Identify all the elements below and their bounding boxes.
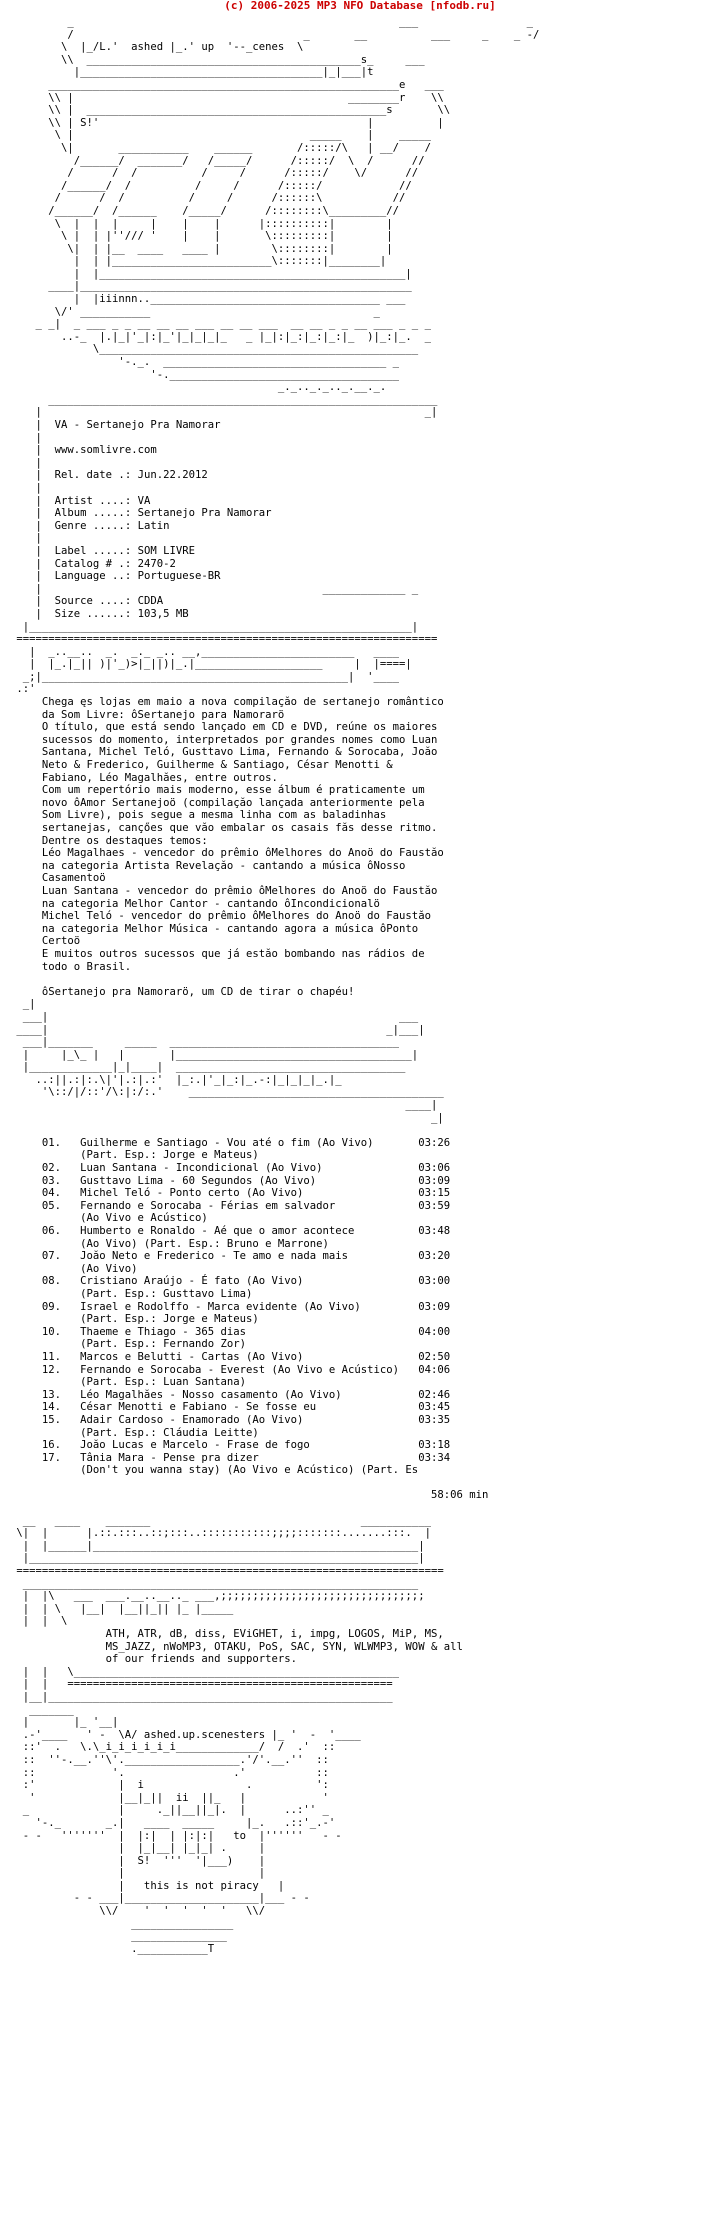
language-label: Language ..:: [54, 570, 132, 583]
release-box-line: |: [10, 481, 42, 494]
release-box-line: |: [10, 469, 55, 482]
album-label: Album .....:: [54, 507, 132, 520]
label-value: SOM LIVRE: [137, 544, 195, 557]
release-box-line: |: [10, 444, 55, 457]
catalog-label: Catalog # .:: [54, 557, 132, 570]
source-value: CDDA: [137, 595, 164, 608]
artist-value: VA: [137, 494, 151, 507]
total-time-spacer: [10, 1489, 431, 1501]
ascii-art-footer: | | \___________________________________________________ | | =================================================== |__|______________________________________________________ _______ | |_ '__| .-'____ ' - \A/ ashed.up.scenesters |_ ' - '____ ::' . \.\_i_i_i_i_i_i_____________/ / .' :: :: ''-.__.''\'.__________________.'/'.__.'' :: :: '. .' :: :' | i . ': ' |__|_|| ii ||_ | ' _ | ._||__||_|. | ..:'' _ '-._ _.| ____ _____ |_. .::'_.-' - - ''''''' | |:| | |:|:| to |'''''' - - | |_|__| |_|_| . | | S! ''' '|___) | | | | this is not piracy | - - ___|_____________________|___ - - \\/ ' ' ' ' ' \\/ ________________ _______________ .___________T: [22, 1665, 400, 1955]
release-box-line: |: [10, 570, 55, 583]
release-box-line: |: [10, 419, 55, 431]
release-box-line: |: [10, 544, 55, 557]
release-box-line: |: [10, 519, 55, 532]
ascii-art-header: _ ___ _ / _ __ ___ _ _ -/ \ |_/L.' ashed |_.' up '--_cenes \ \\ ___________________________________________s_ ___ |______________________________________|_|___|t _______________________________________________________e ___ \\ | ________r \\ \\ | _______________________________________________s \\ \\ | S!' | | \ | _____ | _____ \| ___________ ______ /:::::/\ | __/ / /______/ _______/ /_____/ /:::::/ \ / // / / / / / /:::::/ \/ // /______/ / / / /:::::/ // / / / / / /::::::\ // /______/ /______ /_____/ /::::::::\_________// \ | | | | | | |::::::::::| | \ | | |''/// ' | | \:::::::::| | \| | |__ ____ ____ | \::::::::| | | | |_________________________\:::::::|________| | |________________________________________________| ____|____________________________________________________ | |iiinnn..____________________________________ ___ \/' ___________ _ _ _| _ ___ _ _ __ __ __ ___ __ __ ___ __ __ _ _ __ ___ _ _ _ ..-_ |.|_|'_|:|_'|_|_|_|_ _ |_|:|_:|_:|_:|_ )|_:|_. _ \__________________________________________________ '-._. ___________________________________ _ '-.____________________________________ _._.._._.._.__._. _____________________________________________________________: [35, 16, 540, 406]
greetings-indent: [10, 1628, 106, 1640]
tracklist: 01. Guilherme e Santiago - Vou até o fim (Ao Vivo) 03:26 (Part. Esp.: Jorge e Mateus) 02. Luan Santana - Incondicional (Ao Vivo) 03:06 03. Gusttavo Lima - 60 Segundos (Ao Vivo) 03:09 04. Michel Teló - Ponto certo (Ao Vivo) 03:15 05. Fernando e Sorocaba - Férias em salvador 03:59 (Ao Vivo e Acústico) 06. Humberto e Ronaldo - Aé que o amor acontece 03:48 (Ao Vivo) (Part. Esp.: Bruno e Marrone) 07. Joăo Neto e Frederico - Te amo e nada mais 03:20 (Ao Vivo) 08. Cristiano Araújo - É fato (Ao Vivo) 03:00 (Part. Esp.: Gusttavo Lima) 09. Israel e Rodolffo - Marca evidente (Ao Vivo) 03:09 (Part. Esp.: Jorge e Mateus) 10. Thaeme e Thiago - 365 dias 04:00 (Part. Esp.: Fernando Zor) 11. Marcos e Belutti - Cartas (Ao Vivo) 02:50 12. Fernando e Sorocaba - Everest (Ao Vivo e Acústico) 04:06 (Part. Esp.: Luan Santana) 13. Léo Magalhăes - Nosso casamento (Ao Vivo) 02:46 14. César Menotti e Fabiano - Se fosse eu 03:45 15. Adair Cardoso - Enamorado (Ao Vivo) 03:35 (Part. Esp.: Cláudia Leitte) 16. Joăo Lucas e Marcelo - Frase de fogo 03:18 17. Tânia Mara - Pense pra dizer 03:34 (Don't you wanna stay) (Ao Vivo e Acústico) (Part. Es: [41, 1136, 451, 1477]
artist-label: Artist ....:: [54, 494, 132, 507]
release-box-line: |: [10, 557, 55, 570]
genre-label: Genre .....:: [54, 519, 132, 532]
greetings-list: ATH, ATR, dB, diss, EViGHET, i, impg, LOGOS, MiP, MS, MS_JAZZ, nWoMP3, OTAKU, PoS, SAC, SYN, WLWMP3, WOW & all of our friends and supporters.: [105, 1628, 463, 1666]
size-value: 103,5 MB: [137, 607, 189, 620]
release-box-line: |: [10, 595, 55, 608]
release-box-line: |: [10, 532, 42, 545]
release-box-line: |: [10, 507, 55, 520]
release-box-line: | _____________ _: [10, 582, 419, 595]
language-value: Portuguese-BR: [137, 570, 221, 583]
genre-value: Latin: [137, 519, 170, 532]
release-url[interactable]: www.somlivre.com: [54, 444, 157, 457]
release-box-line: |: [10, 431, 42, 444]
release-box-line: |: [10, 494, 55, 507]
total-time: 58:06 min: [430, 1489, 489, 1502]
source-label: Source ....:: [54, 595, 132, 608]
release-description: Chega ęs lojas em maio a nova compilaçăo de sertanejo romântico da Som Livre: ôSertanejo para Namorarö O título, que está sendo lançado em CD e DVD, reúne os maiores sucessos do momento, interpretados por grandes nomes como Luan Santana, Michel Teló, Gusttavo Lima, Fernando & Sorocaba, Joăo Neto & Frederico, Guilherme & Santiago, César Menotti & Fabiano, Léo Magalhăes, entre outros. Com um repertório mais moderno, esse álbum é praticamente um novo ôAmor Sertanejoö (compilaçăo lançada anteriormente pela Som Livre), pois segue a mesma linha com as baladinhas sertanejas, cançőes que văo embalar os casais făs desse ritmo. Dentre os destaques temos: Léo Magalhaes - vencedor do prêmio ôMelhores do Anoö do Faustăo na categoria Artista Revelaçăo - cantando a música ôNosso Casamentoö Luan Santana - vencedor do prêmio ôMelhores do Anoö do Faustăo na categoria Melhor Cantor - cantando ôIncondicionalö Michel Teló - vencedor do prêmio ôMelhores do Anoö do Faustăo na categoria Melhor Música - cantando agora a música ôPonto Certoö E muitos outros sucessos que já estăo bombando nas rádios de todo o Brasil. ôSertanejo pra Namorarö, um CD de tirar o chapéu!: [41, 696, 444, 998]
label-label: Label .....:: [54, 544, 132, 557]
catalog-value: 2470-2: [137, 557, 176, 570]
size-label: Size ......:: [54, 607, 132, 620]
release-box-line: |: [10, 456, 42, 469]
album-value: Sertanejo Pra Namorar: [137, 507, 272, 520]
ascii-art-divider-2: _| ___| ___ ____| _|___| ___|_______ _____ ____________________________________ | |_\_ | | |_____________________________________| |_____________|_|____| ____________________________________ ..:||.:|:.\|'|.:|.:' |_:.|'_|_:|_.-:|_|_|_|_.|_ '\::/|/::'/\:|:/:.' ________________________________________ ____| _|: [16, 998, 444, 1124]
rel-date-value: Jun.22.2012: [137, 469, 208, 482]
ascii-art-divider-1: |____________________________________________________________| ================================================================== | _..__.. _. _._ _.. __,________________________ ____ | |_.|_|| )|'_)>|_||)|_.|____________________ | |====| _;|________________________________________________| '____ .:': [16, 620, 438, 696]
release-box-top: | _|: [10, 406, 438, 419]
site-credit[interactable]: (c) 2006-2025 MP3 NFO Database [nfodb.ru]: [224, 0, 496, 12]
rel-date-label: Rel. date .:: [54, 469, 132, 482]
release-box-line: |: [10, 607, 55, 620]
ascii-art-divider-3: __ ____ _______ ___________ \| | |.::.:::..::;:::..:::::::::::;;;;:::::::.......:::. | | |______|___________________________________________________| |_____________________________________________________________| =================================================================== ______________________________________________________________ | |\ ___ ___.__..__.._ ___,;;;;;;;;;;;;;;;;;;;;;;;;;;;;;;;; | | \ |__| |__||_|| |_ |_____ | | \: [16, 1514, 444, 1628]
nfo-text: [10, 16, 710, 2226]
release-title: VA - Sertanejo Pra Namorar: [54, 419, 221, 431]
